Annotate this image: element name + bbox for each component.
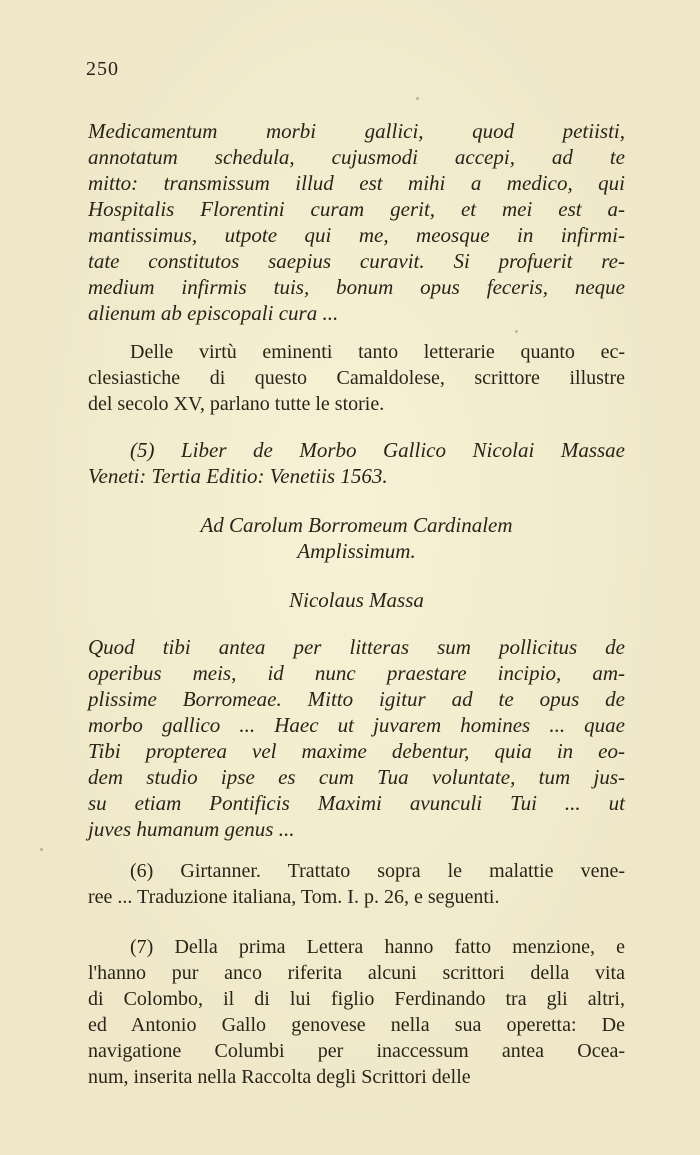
text-line: medium infirmis tuis, bonum opus feceris, neque	[88, 275, 625, 299]
paper-speck	[416, 97, 419, 100]
text-line: mitto: transmissum illud est mihi a medico, qui	[88, 171, 625, 195]
text-line: Hospitalis Florentini curam gerit, et mei est a-	[88, 197, 625, 221]
text-line: mantissimus, utpote qui me, meosque in infirmi-	[88, 223, 625, 247]
text-line: num, inserita nella Raccolta degli Scrittori delle	[88, 1066, 471, 1088]
paper-speck	[515, 330, 518, 333]
text-line: Tibi propterea vel maxime debentur, quia in eo-	[88, 739, 625, 763]
footnote-6	[130, 858, 625, 884]
page-number: 250	[86, 58, 119, 80]
text-line: l'hanno pur anco riferita alcuni scrittori della vita	[88, 962, 625, 984]
text-line: tate constitutos saepius curavit. Si profuerit re-	[88, 249, 625, 273]
text-line: clesiastiche di questo Camaldolese, scrittore illustre	[88, 367, 625, 389]
text-line: annotatum schedula, cujusmodi accepi, ad te	[88, 145, 625, 169]
footnote-5-cont	[88, 463, 625, 489]
text-line: Delle virtù eminenti tanto letterarie quanto ec-	[130, 341, 625, 363]
text-line: di Colombo, il di lui figlio Ferdinando tra gli altri,	[88, 988, 625, 1010]
text-line: navigatione Columbi per inaccessum antea Ocea-	[88, 1040, 625, 1062]
signature: Nicolaus Massa	[289, 588, 424, 612]
text-line: (5) Liber de Morbo Gallico Nicolai Massae	[130, 438, 625, 462]
text-line: ree ... Traduzione italiana, Tom. I. p. 26, e seguenti.	[88, 886, 500, 908]
footnote-7	[130, 934, 625, 960]
text-line: su etiam Pontificis Maximi avunculi Tui ... ut	[88, 791, 625, 815]
latin-quote-paragraph-2	[88, 634, 625, 842]
text-line: alienum ab episcopali cura ...	[88, 301, 339, 325]
dedication-heading-line-2: Amplissimum.	[297, 539, 416, 563]
text-line: morbo gallico ... Haec ut juvarem homines ... quae	[88, 713, 625, 737]
text-line: Veneti: Tertia Editio: Venetiis 1563.	[88, 464, 388, 488]
dedication-heading-line-1: Ad Carolum Borromeum Cardinalem	[200, 513, 513, 537]
text-line: juves humanum genus ...	[88, 817, 295, 841]
text-line: ed Antonio Gallo genovese nella sua operetta: De	[88, 1014, 625, 1036]
text-line: Medicamentum morbi gallici, quod petiisti,	[88, 119, 625, 143]
text-line: Quod tibi antea per litteras sum pollicitus de	[88, 635, 625, 659]
paper-speck	[40, 848, 43, 851]
italian-paragraph-1	[130, 339, 625, 365]
footnote-6-cont	[88, 884, 625, 910]
text-line: del secolo XV, parlano tutte le storie.	[88, 393, 385, 415]
text-line: (6) Girtanner. Trattato sopra le malattie vene-	[130, 860, 625, 882]
footnote-5	[130, 437, 625, 463]
footnote-7-cont	[88, 960, 625, 1090]
latin-quote-paragraph-1	[88, 118, 625, 326]
text-line: (7) Della prima Lettera hanno fatto menzione, e	[130, 936, 625, 958]
italian-paragraph-1-cont	[88, 365, 625, 417]
text-line: dem studio ipse es cum Tua voluntate, tum jus-	[88, 765, 625, 789]
text-line: plissime Borromeae. Mitto igitur ad te opus de	[88, 687, 625, 711]
text-line: operibus meis, id nunc praestare incipio, am-	[88, 661, 625, 685]
